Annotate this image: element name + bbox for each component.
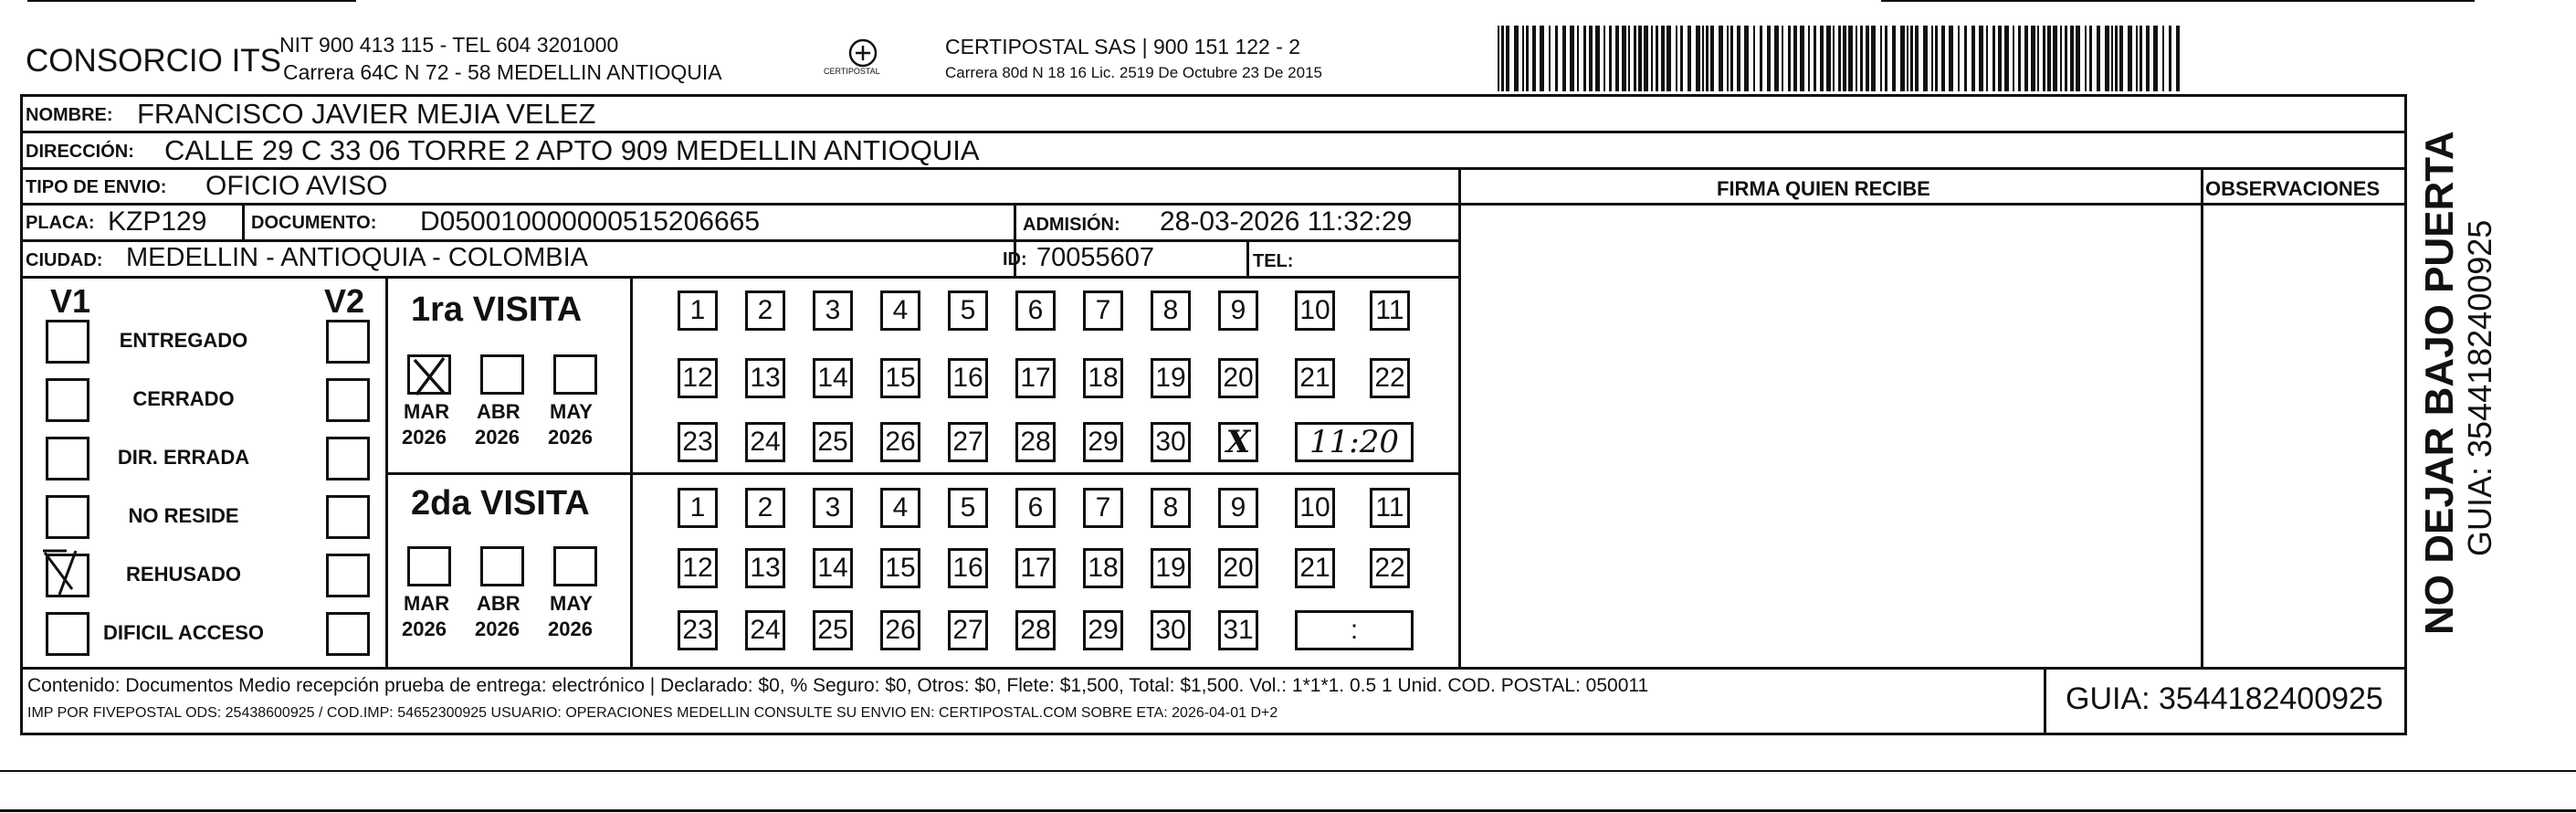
visit2-day-box[interactable]: 7 xyxy=(1083,488,1123,528)
direccion-value: CALLE 29 C 33 06 TORRE 2 APTO 909 MEDELLIN ANTIOQUIA xyxy=(164,134,980,166)
documento-value: D050010000000515206665 xyxy=(420,206,761,237)
visit1-day-box[interactable]: 4 xyxy=(880,290,920,331)
visit1-month-checkbox-mar[interactable] xyxy=(407,354,451,395)
visit1-day-box[interactable]: 6 xyxy=(1015,290,1056,331)
status-v2-checkbox[interactable] xyxy=(326,554,370,597)
status-v2-checkbox[interactable] xyxy=(326,378,370,422)
visit2-year-label: 2026 xyxy=(548,618,593,640)
visit1-year-label: 2026 xyxy=(548,426,593,449)
visit1-day-box[interactable]: 10 xyxy=(1295,290,1335,331)
visit1-month-label: MAR xyxy=(404,400,450,423)
visit2-day-box[interactable]: 9 xyxy=(1218,488,1258,528)
visit2-day-box[interactable]: 13 xyxy=(745,548,785,588)
visit2-month-label: MAR xyxy=(404,592,450,615)
visit1-month-label: MAY xyxy=(550,400,593,423)
side-guia: GUIA: 3544182400925 xyxy=(2461,219,2498,556)
visit2-day-box[interactable]: 12 xyxy=(678,548,718,588)
visit1-day-box[interactable]: 23 xyxy=(678,422,718,462)
status-v2-checkbox[interactable] xyxy=(326,437,370,480)
address-line: Carrera 64C N 72 - 58 MEDELLIN ANTIOQUIA xyxy=(283,60,722,84)
visit1-day-box[interactable]: 2 xyxy=(745,290,785,331)
visit2-day-box[interactable]: 20 xyxy=(1218,548,1258,588)
row-rule xyxy=(20,167,2407,170)
direccion-label: DIRECCIÓN: xyxy=(26,142,134,162)
visit1-day-box[interactable]: 17 xyxy=(1015,358,1056,398)
visit2-day-box[interactable]: 21 xyxy=(1295,548,1335,588)
visit1-day-box[interactable]: 8 xyxy=(1151,290,1191,331)
barcode xyxy=(1498,26,2182,91)
logo-caption: CERTIPOSTAL xyxy=(824,67,880,76)
visit2-day-box[interactable]: 28 xyxy=(1015,610,1056,650)
visit2-month-checkbox-mar[interactable] xyxy=(407,546,451,586)
visit1-day-box[interactable]: 29 xyxy=(1083,422,1123,462)
visit1-day-box[interactable]: 26 xyxy=(880,422,920,462)
visit2-day-box[interactable]: 25 xyxy=(813,610,853,650)
bottom-rule xyxy=(0,770,2576,772)
visit1-month-checkbox-abr[interactable] xyxy=(480,354,524,395)
bottom-rule-2 xyxy=(0,809,2576,812)
visit1-day-box[interactable]: 21 xyxy=(1295,358,1335,398)
tipo-value: OFICIO AVISO xyxy=(205,171,388,201)
visit2-day-box[interactable]: 11 xyxy=(1370,488,1410,528)
visit2-day-box[interactable]: 8 xyxy=(1151,488,1191,528)
visit2-day-box[interactable]: 31 xyxy=(1218,610,1258,650)
visit2-month-label: MAY xyxy=(550,592,593,615)
firma-header: FIRMA QUIEN RECIBE xyxy=(1717,177,1930,200)
nombre-value: FRANCISCO JAVIER MEJIA VELEZ xyxy=(137,98,596,130)
status-label: NO RESIDE xyxy=(128,504,239,527)
visit2-day-box[interactable]: 14 xyxy=(813,548,853,588)
visit1-day-box[interactable]: 28 xyxy=(1015,422,1056,462)
col-rule xyxy=(1458,239,1461,276)
visit1-day-box[interactable]: 16 xyxy=(948,358,988,398)
nombre-label: NOMBRE: xyxy=(26,105,113,125)
row-rule xyxy=(385,472,1461,475)
status-label: DIR. ERRADA xyxy=(117,446,250,469)
visit2-day-box[interactable]: 2 xyxy=(745,488,785,528)
visit2-year-label: 2026 xyxy=(475,618,520,640)
status-v2-checkbox[interactable] xyxy=(326,320,370,364)
tipo-label: TIPO DE ENVIO: xyxy=(26,177,167,197)
visit2-day-box[interactable]: 19 xyxy=(1151,548,1191,588)
ciudad-label: CIUDAD: xyxy=(26,250,103,270)
visit1-title: 1ra VISITA xyxy=(411,290,583,329)
visit1-day-box[interactable]: 3 xyxy=(813,290,853,331)
visit2-year-label: 2026 xyxy=(402,618,447,640)
visit2-month-checkbox-may[interactable] xyxy=(553,546,597,586)
footer-guia: GUIA: 3544182400925 xyxy=(2066,681,2383,716)
visit1-day-box[interactable]: 18 xyxy=(1083,358,1123,398)
top-rule xyxy=(27,0,356,2)
visit2-day-box[interactable]: 29 xyxy=(1083,610,1123,650)
visit1-day-box[interactable]: 11 xyxy=(1370,290,1410,331)
v1-label: V1 xyxy=(50,282,91,320)
row-rule xyxy=(20,276,1458,279)
visit2-month-checkbox-abr[interactable] xyxy=(480,546,524,586)
col-rule xyxy=(2201,167,2203,670)
certipostal-logo xyxy=(822,37,904,91)
status-label: CERRADO xyxy=(132,387,235,410)
visit1-day-box[interactable]: 27 xyxy=(948,422,988,462)
visit1-day-box[interactable]: 1 xyxy=(678,290,718,331)
visit2-day-box[interactable]: 24 xyxy=(745,610,785,650)
visit2-day-box[interactable]: 17 xyxy=(1015,548,1056,588)
status-v2-checkbox[interactable] xyxy=(326,612,370,656)
visit1-day-box[interactable]: X xyxy=(1218,422,1258,462)
row-rule xyxy=(20,239,1458,242)
visit2-day-box[interactable]: 6 xyxy=(1015,488,1056,528)
visit2-day-box[interactable]: 3 xyxy=(813,488,853,528)
certipostal-line1: CERTIPOSTAL SAS | 900 151 122 - 2 xyxy=(945,35,1301,58)
col-rule xyxy=(385,276,388,667)
visit1-day-box[interactable]: 25 xyxy=(813,422,853,462)
visit2-day-box[interactable]: 4 xyxy=(880,488,920,528)
visit1-day-box[interactable]: 5 xyxy=(948,290,988,331)
visit1-day-box[interactable]: 15 xyxy=(880,358,920,398)
row-rule xyxy=(20,131,2407,133)
visit2-day-box[interactable]: 16 xyxy=(948,548,988,588)
visit2-day-box[interactable]: 22 xyxy=(1370,548,1410,588)
col-rule xyxy=(630,276,633,667)
v2-label: V2 xyxy=(324,282,365,320)
observaciones-header: OBSERVACIONES xyxy=(2205,177,2381,200)
visit2-day-box[interactable]: 1 xyxy=(678,488,718,528)
top-rule-right xyxy=(1881,0,2475,2)
certipostal-line2: Carrera 80d N 18 16 Lic. 2519 De Octubre 23 De 2015 xyxy=(945,64,1322,81)
visit1-day-box[interactable]: 12 xyxy=(678,358,718,398)
visit2-day-box[interactable]: 5 xyxy=(948,488,988,528)
row-rule xyxy=(20,203,2407,206)
ciudad-value: MEDELLIN - ANTIOQUIA - COLOMBIA xyxy=(126,243,588,272)
visit1-day-box[interactable]: 19 xyxy=(1151,358,1191,398)
visit1-day-box[interactable]: 13 xyxy=(745,358,785,398)
status-label: ENTREGADO xyxy=(119,329,248,352)
visit2-title: 2da VISITA xyxy=(411,484,590,523)
placa-label: PLACA: xyxy=(26,213,95,233)
visit1-day-box[interactable]: 9 xyxy=(1218,290,1258,331)
status-label: DIFICIL ACCESO xyxy=(102,621,264,644)
visit2-time-box[interactable]: : xyxy=(1295,610,1414,650)
status-label: REHUSADO xyxy=(126,563,241,586)
side-warning: NO DEJAR BAJO PUERTA xyxy=(2417,131,2462,635)
id-value: 70055607 xyxy=(1036,243,1155,272)
placa-value: KZP129 xyxy=(108,206,207,237)
visit1-day-box[interactable]: 24 xyxy=(745,422,785,462)
visit2-day-box[interactable]: 23 xyxy=(678,610,718,650)
footer-contenido: Contenido: Documentos Medio recepción prueba de entrega: electrónico | Declarado: $0, % Seguro: $0, Otros: $0, Flete: $1,500, Total: $1,500. Vol.: 1*1*1. 0.5 1 Unid. COD. POSTAL: 050011 xyxy=(27,675,1649,696)
id-label: ID: xyxy=(1003,249,1027,269)
visit1-day-box[interactable]: 14 xyxy=(813,358,853,398)
visit1-month-label: ABR xyxy=(477,400,520,423)
documento-label: DOCUMENTO: xyxy=(251,213,377,233)
visit2-day-box[interactable]: 27 xyxy=(948,610,988,650)
company-name: CONSORCIO ITS xyxy=(26,43,282,79)
visit1-day-box[interactable]: 7 xyxy=(1083,290,1123,331)
visit2-day-box[interactable]: 18 xyxy=(1083,548,1123,588)
visit1-time-box[interactable]: 11:20 xyxy=(1295,422,1414,462)
nit-line: NIT 900 413 115 - TEL 604 3201000 xyxy=(279,33,619,57)
visit2-month-label: ABR xyxy=(477,592,520,615)
tel-label: TEL: xyxy=(1253,251,1294,271)
visit1-year-label: 2026 xyxy=(402,426,447,449)
col-rule xyxy=(1246,239,1249,276)
visit1-year-label: 2026 xyxy=(475,426,520,449)
admision-value: 28-03-2026 11:32:29 xyxy=(1160,206,1413,237)
row-rule xyxy=(20,667,2407,670)
status-v2-checkbox[interactable] xyxy=(326,495,370,539)
visit2-day-box[interactable]: 26 xyxy=(880,610,920,650)
admision-label: ADMISIÓN: xyxy=(1023,215,1120,235)
visit2-day-box[interactable]: 30 xyxy=(1151,610,1191,650)
visit1-day-box[interactable]: 30 xyxy=(1151,422,1191,462)
col-rule xyxy=(2044,667,2046,735)
footer-imp: IMP POR FIVEPOSTAL ODS: 25438600925 / COD.IMP: 54652300925 USUARIO: OPERACIONES MEDELLIN CONSULTE SU ENVIO EN: CERTIPOSTAL.COM SOBRE ETA: 2026-04-01 D+2 xyxy=(27,705,1278,721)
visit1-month-checkbox-may[interactable] xyxy=(553,354,597,395)
visit1-day-box[interactable]: 22 xyxy=(1370,358,1410,398)
visit2-day-box[interactable]: 10 xyxy=(1295,488,1335,528)
visit2-day-box[interactable]: 15 xyxy=(880,548,920,588)
col-rule xyxy=(242,203,245,239)
visit1-day-box[interactable]: 20 xyxy=(1218,358,1258,398)
